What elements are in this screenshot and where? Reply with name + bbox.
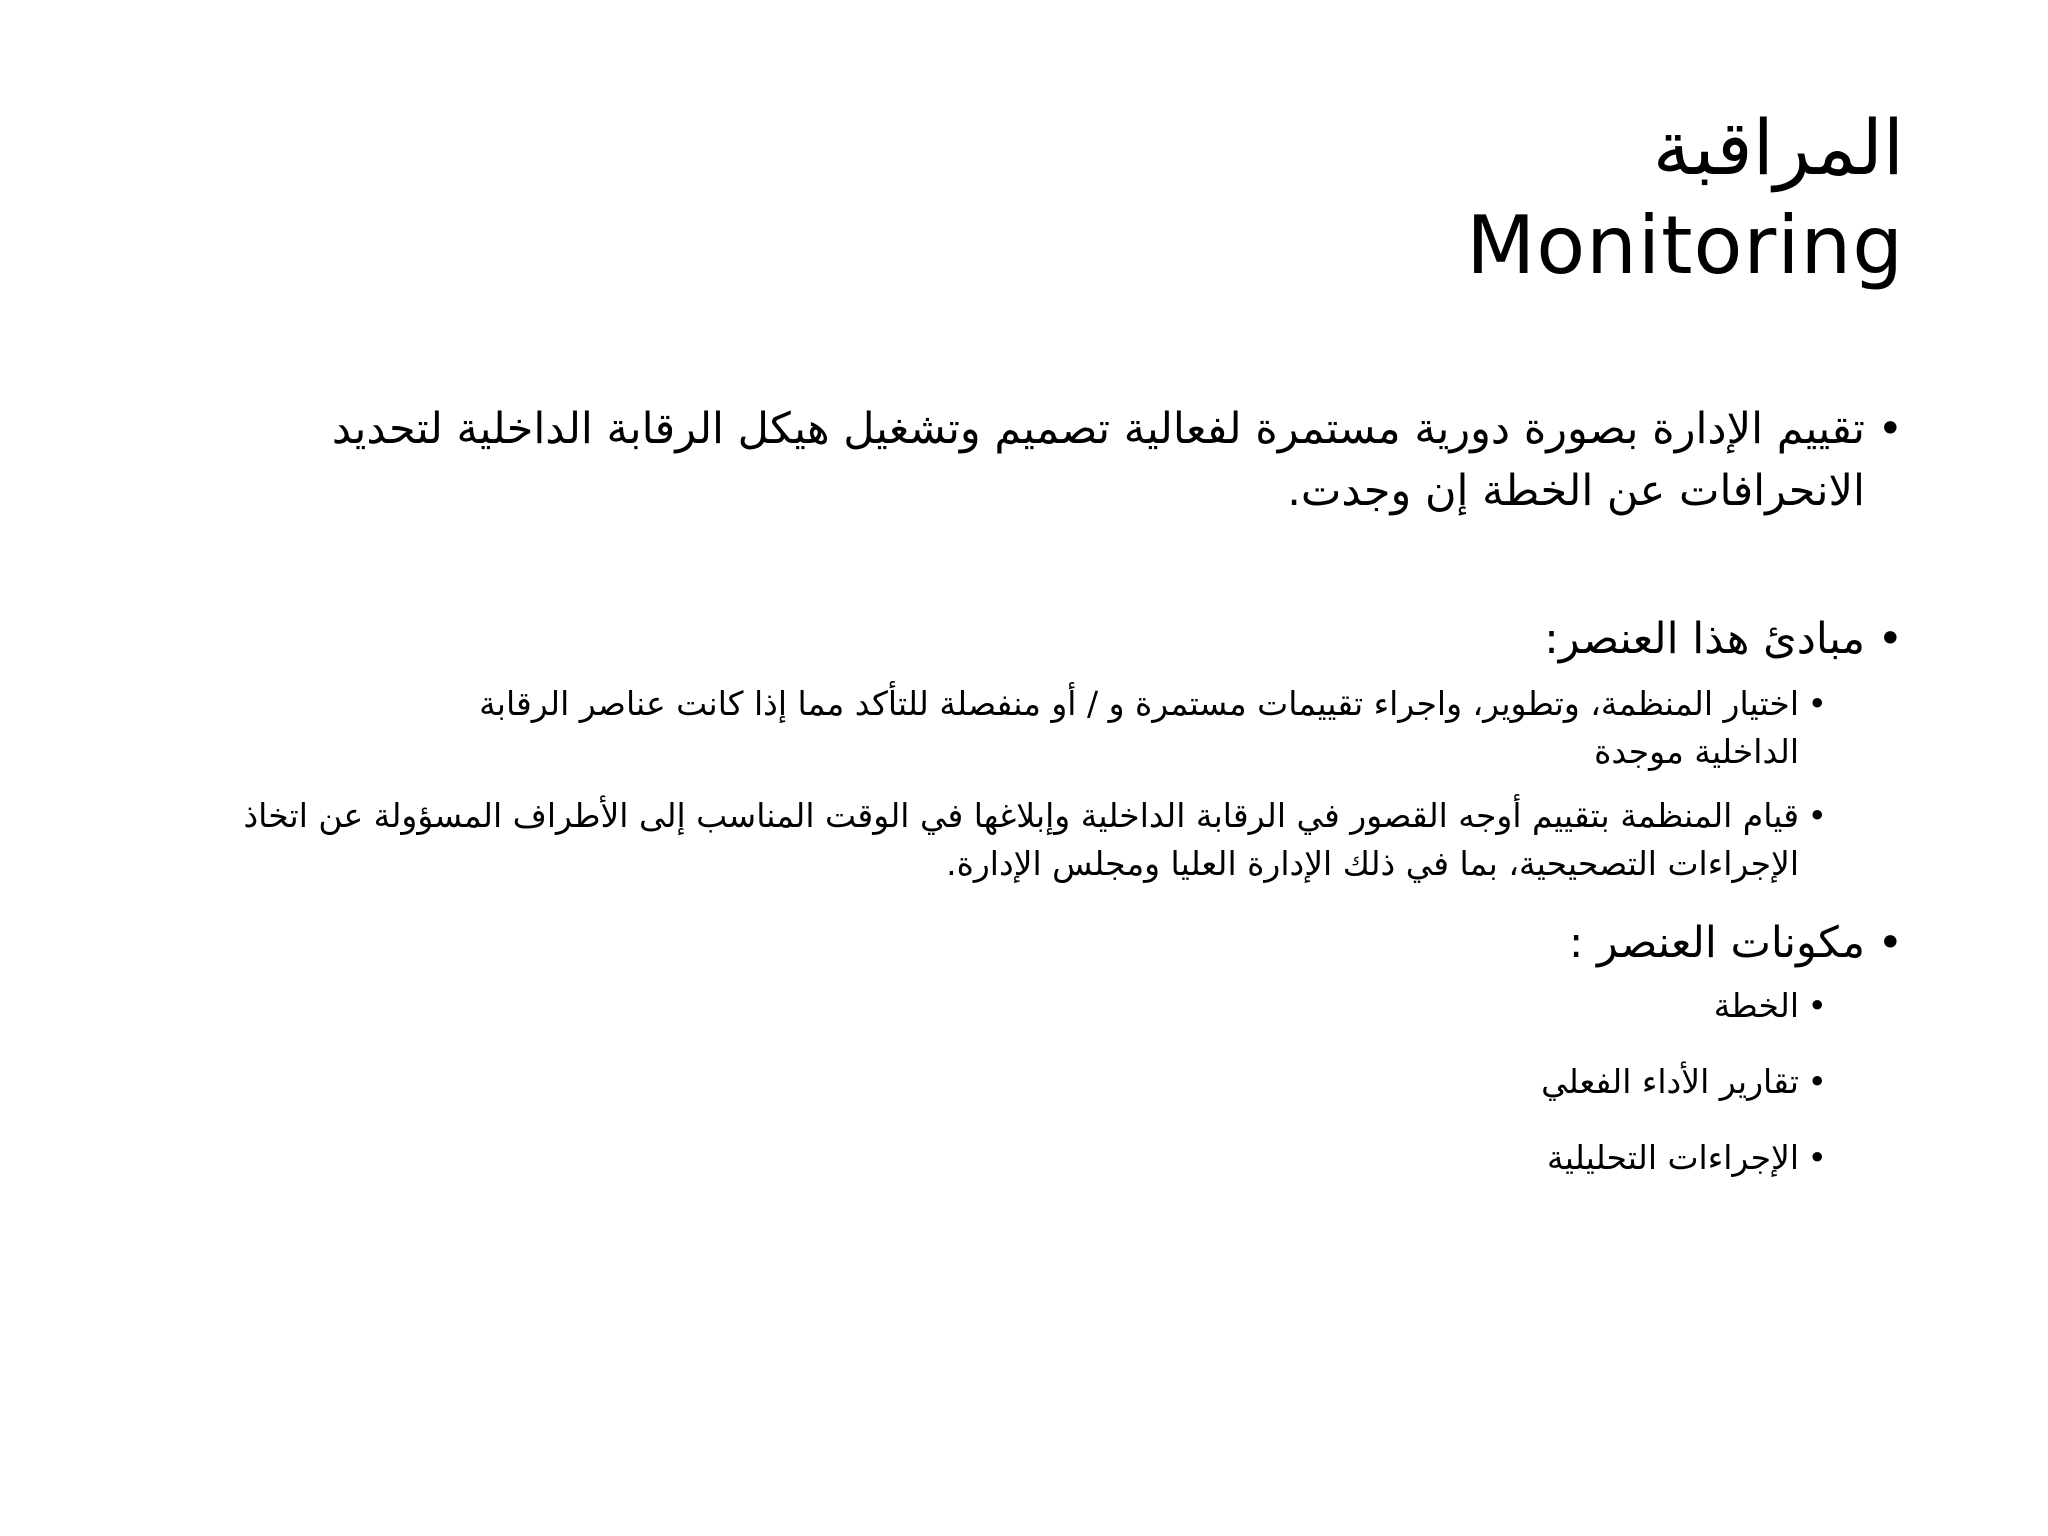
component-item: • الخطة [143, 982, 1827, 1030]
principles-heading: • مبادئ هذا العنصر: [143, 608, 1903, 670]
principle-item: • قيام المنظمة بتقييم أوجه القصور في الرقابة الداخلية وإبلاغها في الوقت المناسب إلى الأطراف المسؤولة عن اتخاذ الإجراءات التصحيحية، بما في ذلك الإدارة العليا ومجلس الإدارة. [143, 792, 1827, 888]
slide-body [143, 398, 1903, 1210]
title-english: Monitoring [1466, 199, 1904, 292]
principle-item: • اختيار المنظمة، وتطوير، واجراء تقييمات مستمرة و / أو منفصلة للتأكد مما إذا كانت عناصر الرقابة الداخلية موجدة [379, 680, 1827, 776]
component-item: • تقارير الأداء الفعلي [143, 1058, 1827, 1106]
components-heading: • مكونات العنصر : [143, 912, 1903, 974]
component-item: • الإجراءات التحليلية [143, 1134, 1827, 1182]
title-arabic: المراقبة [1652, 103, 1904, 192]
definition-bullet: • تقييم الإدارة بصورة دورية مستمرة لفعالية تصميم وتشغيل هيكل الرقابة الداخلية لتحديد الانحرافات عن الخطة إن وجدت. [143, 398, 1903, 522]
slide-title [704, 100, 1904, 296]
